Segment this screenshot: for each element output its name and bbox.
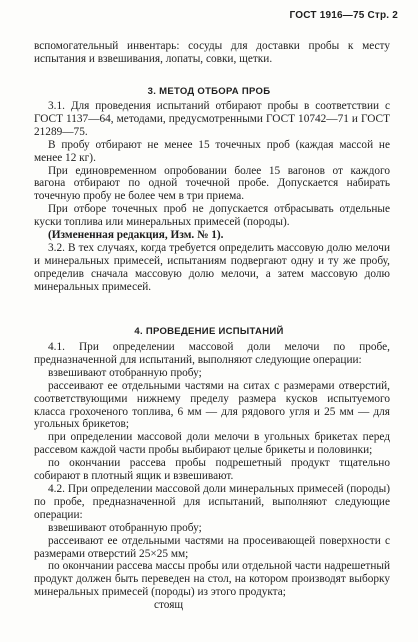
section-4-paragraph: по окончании рассева пробы подрешетный продукт тщательно собирают в плотный ящик и взвешивают. — [34, 457, 390, 483]
section-4-paragraph: взвешивают отобранную пробу; — [48, 521, 202, 534]
intro-text: вспомогательный инвентарь: сосуды для доставки пробы к месту испытания и взвешивания, лопаты, совки, щетки. — [34, 40, 390, 65]
truncated-line: стоящ — [154, 599, 184, 612]
amendment-note: (Измененная редакция, Изм. № 1). — [48, 229, 224, 242]
section-4-title: 4. ПРОВЕДЕНИЕ ИСПЫТАНИЙ — [134, 326, 284, 337]
section-4-paragraph: рассеивают ее отдельными частями на ситах с размерами отверстий, соответствующими нижнему пределу размера кусков испытуемого класса грохоченого топлива, 6 мм — для рядового угля и 25 мм — для угольных брикетов; — [34, 379, 390, 431]
section-4-paragraph: рассеивают ее отдельными частями на просеивающей поверхности с размерами отверстий 25×25 мм; — [34, 534, 390, 560]
intro-paragraph — [34, 40, 390, 66]
section-4-paragraph: 4.2. При определении массовой доли минеральных примесей (породы) по пробе, предназначенной для испытаний, выполняют следующие операции: — [34, 482, 390, 521]
section-3-body — [34, 100, 390, 294]
section-4-paragraph: при определении массовой доли мелочи в угольных брикетах перед рассевом каждой части пробы выбирают целые брикеты и половинки; — [34, 431, 390, 457]
section-3-paragraph: При отборе точечных проб не допускается отбрасывать отдельные куски топлива или минеральных примесей (породы). — [34, 203, 390, 229]
section-3-paragraph: В пробу отбирают не менее 15 точечных проб (каждая массой не менее 12 кг). — [34, 138, 390, 164]
section-4-paragraph: 4.1. При определении массовой доли мелочи по пробе, предназначенной для испытаний, выполняют следующие операции: — [34, 341, 390, 366]
section-4-paragraph: по окончании рассева массы пробы или отдельной части надрешетный продукт должен быть переведен на стол, на котором производят выборку минеральных примесей (породы) из этого продукта; — [34, 560, 390, 599]
page-header: ГОСТ 1916—75 Стр. 2 — [289, 10, 398, 21]
section-4-paragraph: взвешивают отобранную пробу; — [48, 366, 202, 379]
section-3-title: 3. МЕТОД ОТБОРА ПРОБ — [147, 86, 271, 97]
section-4-body — [34, 341, 390, 612]
section-3-paragraph: При единовременном опробовании более 15 вагонов от каждого вагона отбирают по одной точечной пробе. Допускается набирать точечную пробу не более чем в три приема. — [34, 164, 390, 203]
section-3-paragraph: 3.1. Для проведения испытаний отбирают пробы в соответствии с ГОСТ 1137—64, методами, предусмотренными ГОСТ 10742—71 и ГОСТ 21289—75. — [34, 100, 390, 138]
section-3-paragraph: 3.2. В тех случаях, когда требуется определить массовую долю мелочи и минеральных примесей, испытаниям подвергают одну и ту же пробу, определив сначала массовую долю мелочи, а затем массовую долю минеральных примесей. — [34, 241, 390, 293]
